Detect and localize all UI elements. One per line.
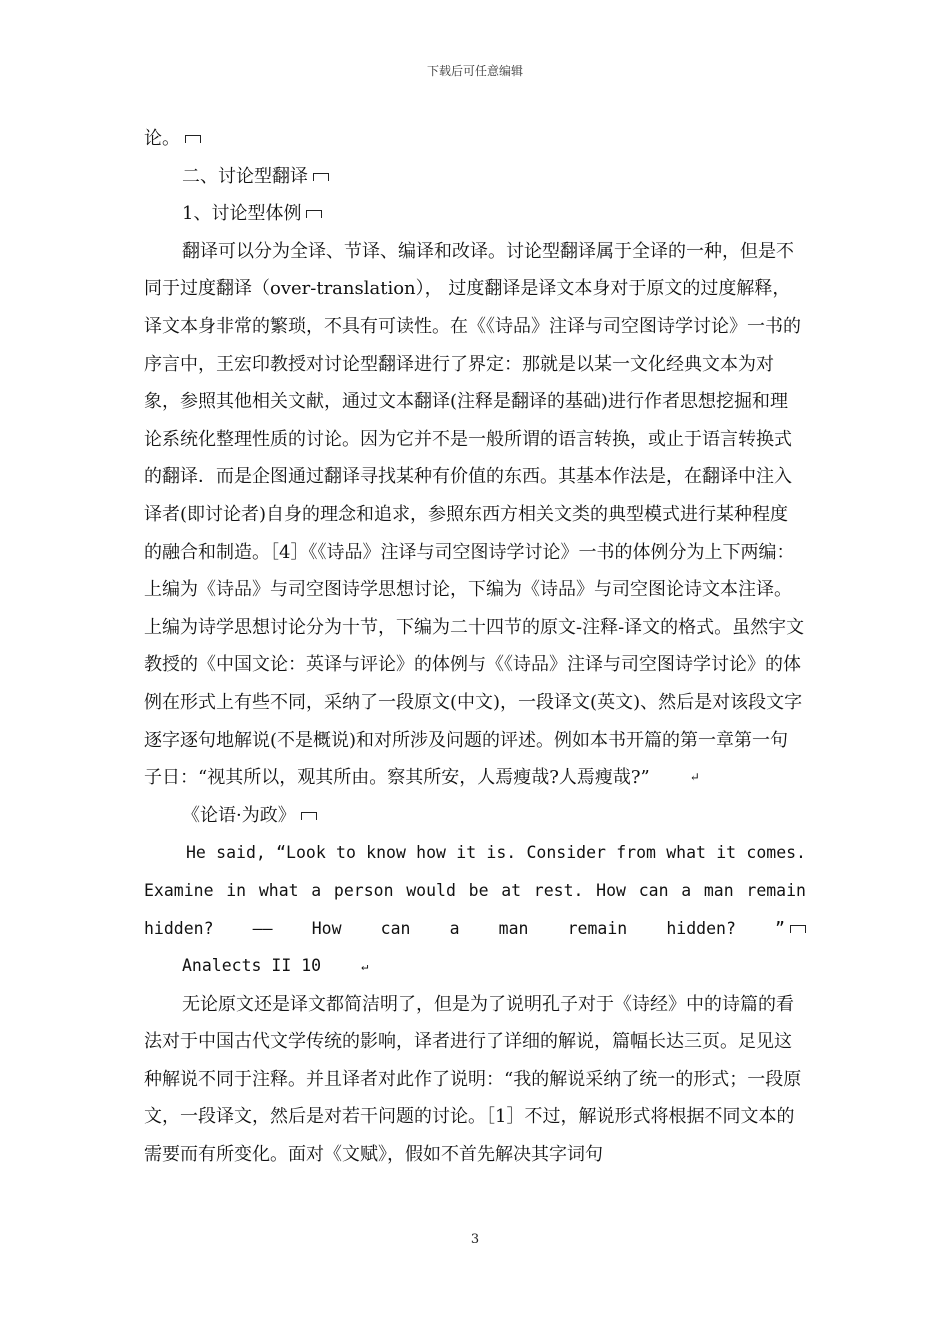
body-paragraph: 无论原文还是译文都简洁明了，但是为了说明孔子对于《诗经》中的诗篇的看法对于中国古代文学传统的影响，译者进行了详细的解说，篇幅长达三页。足见这种解说不同于注释。并且译者对此作了说明：“我的解说采纳了统一的形式；一段原文，一段译文，然后是对若干问题的讨论。［1］不过，解说形式将根据不同文本的需要而有所变化。面对《文赋》，假如不首先解决其字词句 — [144, 993, 802, 1165]
page-header: 下载后可任意编辑 — [426, 64, 523, 78]
paragraph-mark-icon — [185, 135, 201, 143]
section-heading: 二、讨论型翻译 — [144, 158, 806, 196]
paragraph-mark-icon — [790, 925, 806, 933]
citation-source: 《论语·为政》 — [144, 797, 806, 835]
paragraph-mark-icon — [313, 173, 329, 181]
line-break-mark-icon: ↵ — [361, 958, 369, 973]
document-body — [144, 120, 806, 1174]
line-break-mark-icon: ↵ — [689, 770, 700, 785]
body-paragraph: 翻译可以分为全译、节译、编译和改译。讨论型翻译属于全译的一种，但是不同于过度翻译（over-translation）， 过度翻译是译文本身对于原文的过度解释，译文本身非常的繁琐，不具有可读性。在《《诗品》注译与司空图诗学讨论》一书的序言中，王宏印教授对讨论型翻译进行了界定：那就是以某一文化经典文本为对象，参照其他相关文献，通过文本翻译(注释是翻译的基础)进行作者思想挖掘和理论系统化整理性质的讨论。因为它并不是一般所谓的语言转换，或止于语言转换式的翻译．而是企图通过翻译寻找某种有价值的东西。其基本作法是，在翻译中注入译者(即讨论者)自身的理念和追求，参照东西方相关文类的典型模式进行某种程度的融合和制造。［4］《《诗品》注译与司空图诗学讨论》一书的体例分为上下两编：上编为《诗品》与司空图诗学思想讨论，下编为《诗品》与司空图论诗文本注译。上编为诗学思想讨论分为十节，下编为二十四节的原文-注释-译文的格式。虽然宇文教授的《中国文论：英译与评论》的体例与《《诗品》注译与司空图诗学讨论》的体例在形式上有些不同，采纳了一段原文(中文)，一段译文(英文)、然后是对该段文字逐字逐句地解说(不是概说)和对所涉及问题的评述。例如本书开篇的第一章第一句子日：“视其所以，观其所由。察其所安，人焉瘦哉?人焉瘦哉?” ↵ — [144, 233, 806, 797]
page-number: 3 — [470, 1232, 480, 1247]
paragraph-mark-icon — [301, 812, 317, 820]
paragraph-mark-icon — [306, 210, 322, 218]
english-quotation: He said, “Look to know how it is. Consider from what it comes. Examine in what a person would be at rest. How can a man remain hidden? —— How can a man remain hidden? ” — [144, 843, 806, 938]
english-citation: Analects II 10 ↵ — [144, 947, 806, 985]
subsection-heading: 1、讨论型体例 — [144, 195, 806, 233]
paragraph-continuation: 论。 — [144, 120, 806, 158]
